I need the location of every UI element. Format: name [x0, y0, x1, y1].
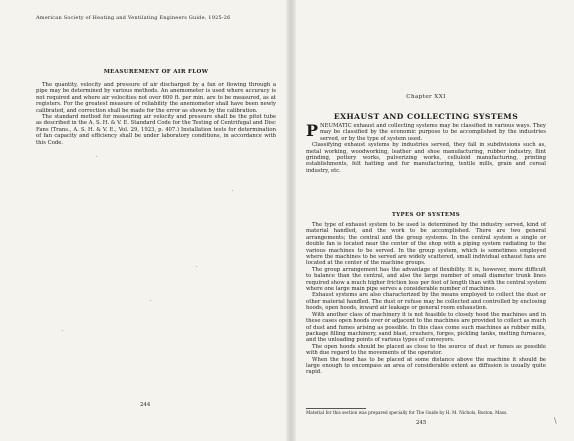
- paragraph: The type of exhaust system to be used is determined by the industry served, kind of material handled, and the work to be accomplished. There are two general arrangements; the central and the group systems. In the central system a single or double fan is located near the center of the shop with a piping system radiating to the various machines to be served. In the group system, which is sometimes employed where the machines to be served are widely scattered, small individual exhaust fans are located at the center of the machine groups.: [306, 222, 546, 267]
- drop-cap: P: [306, 121, 319, 140]
- paragraph: When the hood has to be placed at some distance above the machine it should be large enough to encompass an area of considerable extent as diffusion is usually quite rapid.: [306, 356, 546, 376]
- right-body-text: [306, 222, 546, 376]
- paragraph: The group arrangement has the advantage of flexibility. It is, however, more difficult to balance than the central, and also the large number of small diameter trunk lines required show a much higher friction loss per foot of length than with the central system where one large main pipe serves a considerable number of machines.: [306, 266, 546, 293]
- paragraph: The quantity, velocity and pressure of air discharged by a fan or flowing through a pipe may be determined by various methods. An anemometer is used where accuracy is not required and where air velocities not over 600 ft. per min. are to be measured, as at registers. For the greatest measure of reliability the anemometer shall have been newly calibrated, and correction shall be made for the error as shown by the calibration.: [36, 82, 276, 114]
- section-title-types: TYPES OF SYSTEMS: [391, 212, 461, 218]
- pencil-mark: /: [551, 416, 560, 425]
- paragraph: The standard method for measuring air velocity and pressure shall be the pitot tube as described in the A. S. H. & V. E. Standard Code for the Testing of Centrifugal and Disc Fans (Trans., A. S. H. & V. E., Vol. 29, 1923, p. 407.) Installation tests for determination of fan capacity and efficiency shall be under laboratory conditions, in accordance with this Code.: [36, 114, 276, 146]
- paragraph: Classifying exhaust systems by industries served, they fall in subdivisions such as, metal working, woodworking, leather and shoe manufacturing, rubber industry, flint grinding, pottery works, pulverizing works, celluloid manufacturing, printing establishments, felt hatting and fur manufacturing, textile mills, grain and cereal industry, etc.: [306, 142, 546, 174]
- chapter-label: Chapter XXI: [406, 94, 446, 100]
- intro-paragraph: [306, 123, 546, 142]
- chapter-title: EXHAUST AND COLLECTING SYSTEMS: [333, 112, 519, 121]
- left-body-text: [36, 82, 276, 146]
- right-page: [296, 0, 574, 441]
- paragraph: The open hoods should be placed as close to the source of dust or fumes as possible with due regard to the movements of the operator.: [306, 343, 546, 357]
- footnote: Material for this section was prepared specially for The Guide by H. M. Nichols, Boston, Mass.: [306, 410, 508, 415]
- intro-text: NEUMATIC exhaust and collecting systems may be classified in various ways. They may be classified by the economic purpose to be accomplished by the industries served, or by the type of system used.: [320, 123, 546, 142]
- book-gutter: [286, 0, 296, 441]
- paragraph: Exhaust systems are also characterized by the means employed to collect the dust or other material handled. The dust or refuse may be collected and controlled by enclosing hoods, open hoods, inward air leakage or general room exhaustion.: [306, 292, 546, 312]
- chapter-intro: [306, 123, 546, 174]
- section-title-measurement: MEASUREMENT OF AIR FLOW: [103, 69, 209, 75]
- page-number-left: 244: [140, 402, 151, 408]
- paragraph: With another class of machinery it is not feasible to closely hood the machines and in these cases open hoods over or adjacent to the machines are provided to collect as much of dust and fumes arising as possible. In this class come such machines as rubber mills, package filling machinery, sand blast, crushers, forges, pickling tanks, melting furnaces, and the unloading points of various types of conveyors.: [306, 311, 546, 344]
- left-page: [0, 0, 286, 441]
- running-head: American Society of Heating and Ventilating Engineers Guide, 1925-26: [36, 15, 231, 21]
- page-number-right: 245: [416, 420, 427, 426]
- footnote-rule: [306, 408, 366, 409]
